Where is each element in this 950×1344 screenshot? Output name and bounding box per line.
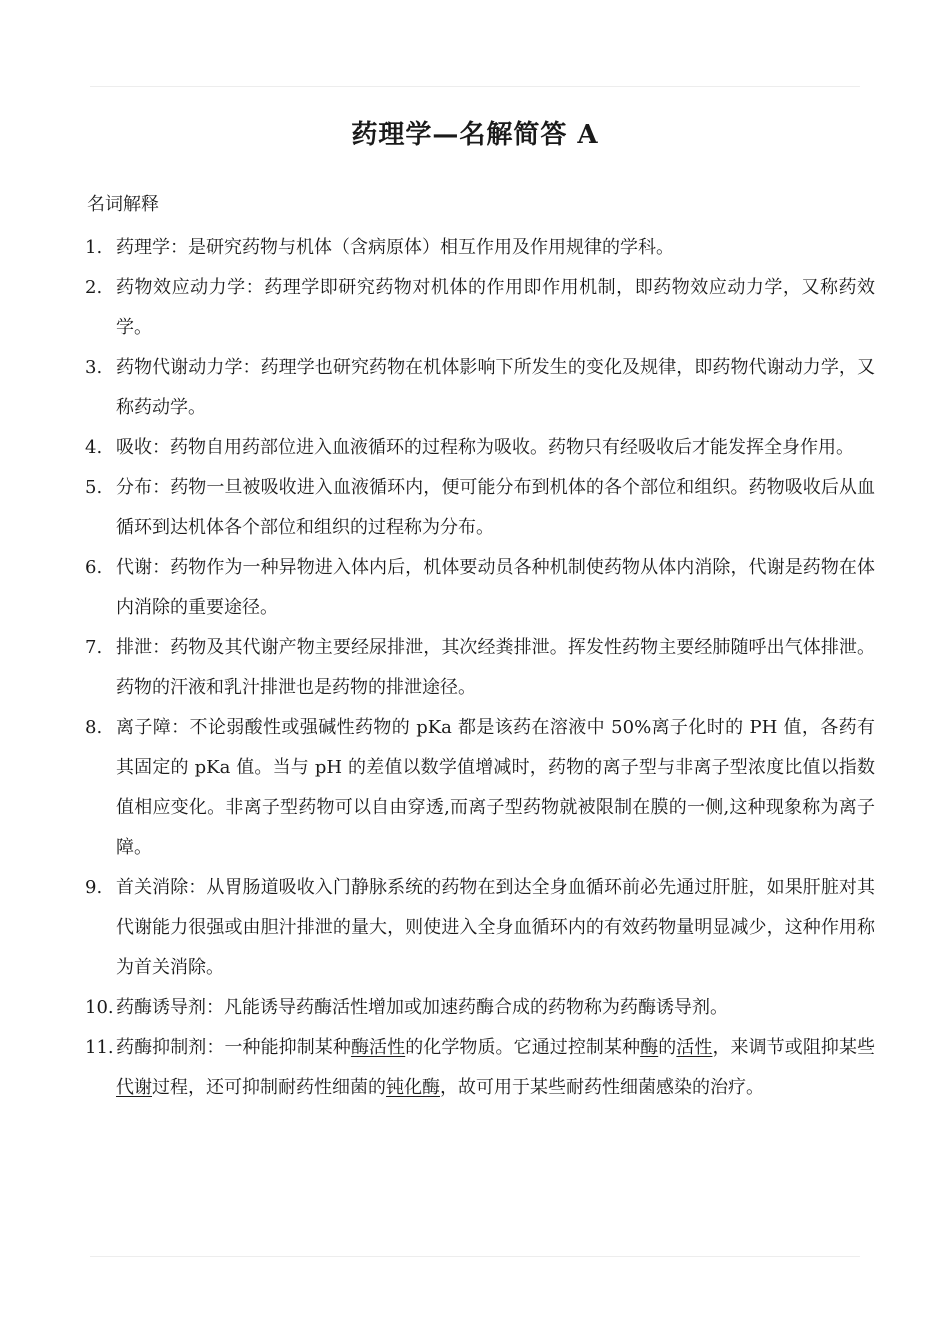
underlined-term: 代谢 — [116, 1077, 152, 1098]
header-rule — [90, 86, 860, 87]
item-text — [116, 708, 875, 868]
text-segment: 吸收：药物自用药部位进入血液循环的过程称为吸收。药物只有经吸收后才能发挥全身作用。 — [116, 437, 854, 458]
text-segment: 排泄：药物及其代谢产物主要经尿排泄，其次经粪排泄。挥发性药物主要经肺随呼出气体排泄。药物的汗液和乳汁排泄也是药物的排泄途径。 — [116, 637, 875, 698]
item-text — [116, 988, 875, 1028]
section-label: 名词解释 — [87, 194, 159, 215]
list-item — [85, 868, 875, 988]
item-number: 10. — [85, 997, 114, 1018]
text-segment: 药酶抑制剂：一种能抑制某种 — [116, 1037, 351, 1058]
list-item — [85, 548, 875, 628]
list-item — [85, 708, 875, 868]
item-text — [116, 548, 875, 628]
text-segment: 代谢：药物作为一种异物进入体内后，机体要动员各种机制使药物从体内消除，代谢是药物在体内消除的重要途径。 — [116, 557, 875, 618]
item-text — [116, 628, 875, 708]
list-item — [85, 988, 875, 1028]
list-item — [85, 268, 875, 348]
text-segment: 药理学：是研究药物与机体（含病原体）相互作用及作用规律的学科。 — [116, 237, 674, 258]
item-number: 5. — [85, 477, 103, 498]
text-segment: 过程，还可抑制耐药性细菌的 — [152, 1077, 386, 1098]
text-segment: 药物效应动力学：药理学即研究药物对机体的作用即作用机制，即药物效应动力学，又称药效学。 — [116, 277, 875, 338]
page-title: 药理学—名解简答 A — [351, 120, 599, 150]
item-text — [116, 428, 875, 468]
underlined-term: 活性 — [676, 1037, 713, 1058]
item-number: 9. — [85, 877, 103, 898]
list-item — [85, 628, 875, 708]
text-segment: 药物代谢动力学：药理学也研究药物在机体影响下所发生的变化及规律，即药物代谢动力学，又称药动学。 — [116, 357, 875, 418]
list-item — [85, 428, 875, 468]
underlined-term: 酶活性 — [350, 1037, 406, 1058]
underlined-term: 钝化酶 — [386, 1077, 440, 1098]
item-number: 3. — [85, 357, 103, 378]
item-text — [116, 868, 875, 988]
item-number: 2. — [85, 277, 103, 298]
text-segment: 分布：药物一旦被吸收进入血液循环内，便可能分布到机体的各个部位和组织。药物吸收后从血循环到达机体各个部位和组织的过程称为分布。 — [116, 477, 875, 538]
text-segment: 的化学物质。它通过控制某种 — [405, 1037, 641, 1058]
list-item — [85, 348, 875, 428]
item-text — [116, 468, 875, 548]
list-item — [85, 468, 875, 548]
text-segment: ，来调节或阻抑某些 — [712, 1037, 876, 1058]
item-text — [116, 228, 875, 268]
text-segment: 的 — [658, 1037, 677, 1058]
item-number: 8. — [85, 717, 103, 738]
item-number: 1. — [85, 237, 103, 258]
item-number: 4. — [85, 437, 103, 458]
item-text — [116, 268, 875, 348]
definition-list — [85, 228, 875, 1108]
footer-rule — [90, 1256, 860, 1257]
item-text — [116, 1028, 875, 1108]
item-number: 7. — [85, 637, 103, 658]
list-item — [85, 1028, 875, 1108]
list-item — [85, 228, 875, 268]
underlined-term: 酶 — [640, 1037, 659, 1058]
item-text — [116, 348, 875, 428]
item-number: 11. — [85, 1037, 114, 1058]
text-segment: 首关消除：从胃肠道吸收入门静脉系统的药物在到达全身血循环前必先通过肝脏，如果肝脏对其代谢能力很强或由胆汁排泄的量大，则使进入全身血循环内的有效药物量明显减少，这种作用称为首关消除。 — [116, 877, 875, 978]
text-segment: 离子障：不论弱酸性或强碱性药物的 pKa 都是该药在溶液中 50%离子化时的 PH 值，各药有其固定的 pKa 值。当与 pH 的差值以数学值增减时，药物的离子型与非离子型浓度比值以指数值相应变化。非离子型药物可以自由穿透,而离子型药物就被限制在膜的一侧,这种现象称为离子障。 — [116, 717, 875, 858]
item-number: 6. — [85, 557, 103, 578]
text-segment: ，故可用于某些耐药性细菌感染的治疗。 — [440, 1077, 764, 1098]
text-segment: 药酶诱导剂：凡能诱导药酶活性增加或加速药酶合成的药物称为药酶诱导剂。 — [116, 997, 728, 1018]
